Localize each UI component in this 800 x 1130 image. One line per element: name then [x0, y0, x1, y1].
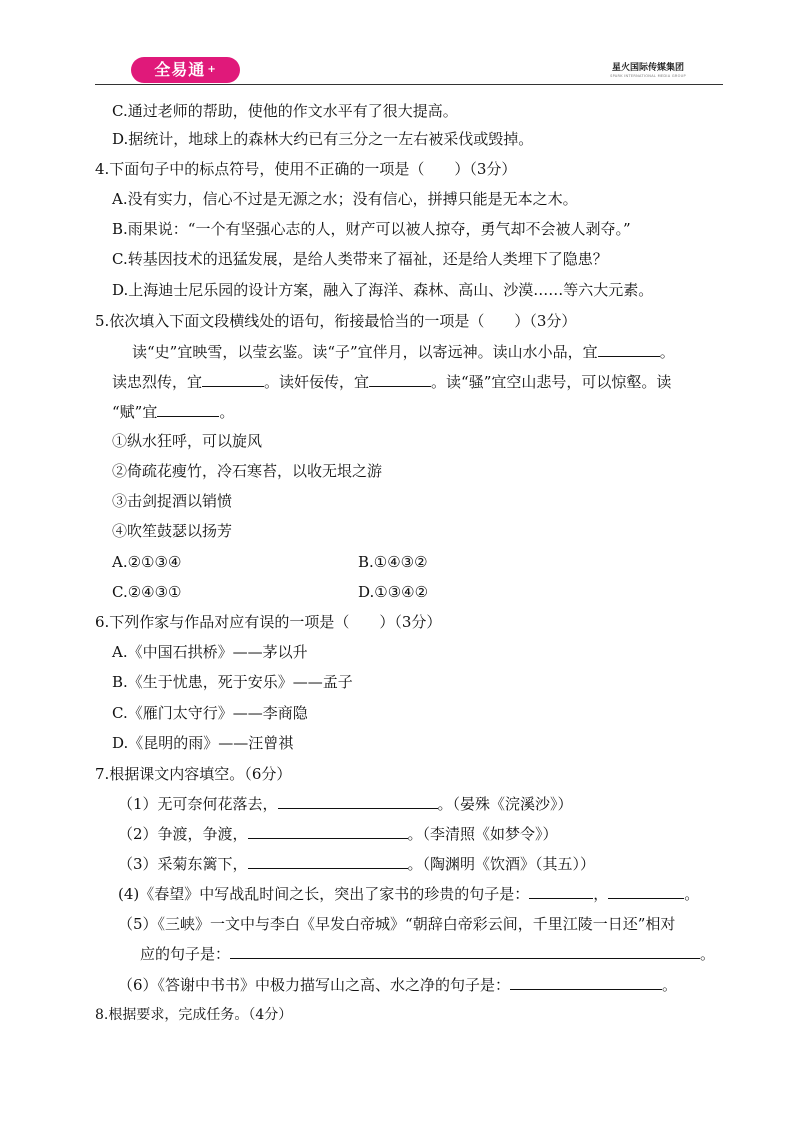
fill-blank	[529, 884, 593, 899]
q5-sentence-3: ③击剑捉酒以销愤	[112, 492, 233, 510]
q5-passage-line1	[132, 342, 675, 362]
passage-text: 。读奸佞传，宜	[264, 373, 370, 391]
fill-blank	[248, 854, 408, 869]
q5-sentence-1: ①纵水狂呼，可以旋风	[112, 432, 263, 450]
question-8: 8.根据要求，完成任务。（4分）	[95, 1007, 293, 1023]
item-text: 。	[662, 976, 678, 994]
passage-text: 。读“骚”宜空山悲号，可以惊壑。读	[431, 373, 672, 391]
fill-blank	[248, 824, 408, 839]
q5-passage-line2	[112, 372, 671, 392]
q6-option-b: B.《生于忧患，死于安乐》——孟子	[112, 673, 353, 691]
question-4: 4.下面句子中的标点符号，使用不正确的一项是（ ）（3分）	[95, 160, 517, 178]
item-text: 。	[684, 885, 700, 903]
item-text: （1）无可奈何花落去，	[118, 795, 278, 813]
fill-blank	[608, 884, 684, 899]
passage-text: “赋”宜	[112, 403, 158, 421]
q7-item-1	[118, 794, 573, 814]
q6-option-a: A.《中国石拱桥》——茅以升	[112, 643, 308, 661]
item-text: （6）《答谢中书书》中极力描写山之高、水之净的句子是：	[118, 976, 511, 994]
q7-item-4	[118, 884, 699, 904]
q5-option-a: A.②①③④	[112, 553, 182, 571]
item-text: （2）争渡，争渡，	[118, 825, 248, 843]
q7-item-5-continued	[140, 944, 715, 964]
question-5: 5.依次填入下面文段横线处的语句，衔接最恰当的一项是（ ）（3分）	[95, 312, 577, 330]
question-7: 7.根据课文内容填空。（6分）	[95, 765, 292, 783]
q7-item-3	[118, 854, 595, 874]
fill-blank	[598, 342, 660, 357]
q5-passage-line3	[112, 402, 234, 422]
q5-option-c: C.②④③①	[112, 583, 182, 601]
option-c: C.通过老师的帮助，使他的作文水平有了很大提高。	[112, 102, 458, 120]
item-text: ，	[593, 885, 609, 903]
item-text: （3）采菊东篱下，	[118, 855, 248, 873]
q4-option-c: C.转基因技术的迅猛发展，是给人类带来了福祉，还是给人类埋下了隐患？	[112, 250, 608, 268]
q4-option-d: D.上海迪士尼乐园的设计方案，融入了海洋、森林、高山、沙漠……等六大元素。	[112, 281, 654, 299]
q5-option-b: B.①④③②	[358, 553, 428, 571]
q4-option-a: A.没有实力，信心不过是无源之水；没有信心，拼搏只能是无本之木。	[112, 190, 578, 208]
q7-item-2	[118, 824, 558, 844]
item-text: (4)《春望》中写战乱时间之长，突出了家书的珍贵的句子是：	[118, 885, 530, 903]
item-text: 。（陶渊明《饮酒》（其五））	[407, 855, 596, 873]
passage-text: 读忠烈传，宜	[112, 373, 203, 391]
q5-option-d: D.①③④②	[358, 583, 429, 601]
q6-option-d: D.《昆明的雨》——汪曾祺	[112, 734, 294, 752]
logo-plus-icon: +	[207, 64, 217, 75]
item-text: 应的句子是：	[140, 945, 231, 963]
item-text: 。（李清照《如梦令》）	[407, 825, 558, 843]
logo-text: 全易通	[154, 60, 206, 79]
question-6: 6.下列作家与作品对应有误的一项是（ ）（3分）	[95, 613, 442, 631]
option-d: D.据统计，地球上的森林大约已有三分之一左右被采伐或毁掉。	[112, 130, 534, 148]
fill-blank	[278, 794, 438, 809]
fill-blank	[369, 372, 431, 387]
q5-sentence-2: ②倚疏花瘦竹，冷石寒苔，以收无垠之游	[112, 462, 383, 480]
q4-option-b: B.雨果说：“一个有坚强心志的人，财产可以被人掠夺，勇气却不会被人剥夺。”	[112, 220, 631, 238]
fill-blank	[510, 975, 662, 990]
page-header	[0, 0, 800, 90]
brand-title: 星火国际传媒集团	[611, 63, 684, 73]
q7-item-6	[118, 975, 677, 995]
fill-blank	[202, 372, 264, 387]
q6-option-c: C.《雁门太守行》——李商隐	[112, 704, 308, 722]
item-text: 。（晏殊《浣溪沙》）	[437, 795, 573, 813]
passage-text: 。	[659, 343, 675, 361]
fill-blank	[230, 944, 700, 959]
fill-blank	[157, 402, 219, 417]
brand-subtitle: SPARK INTERNATIONAL MEDIA GROUP	[610, 74, 686, 78]
header-divider	[95, 84, 723, 85]
q7-item-5: （5）《三峡》一文中与李白《早发白帝城》“朝辞白帝彩云间，千里江陵一日还”相对	[118, 915, 676, 933]
q5-sentence-4: ④吹笙鼓瑟以扬芳	[112, 522, 233, 540]
brand-name	[588, 60, 708, 78]
publisher-logo	[131, 57, 240, 83]
passage-text: 读“史”宜映雪，以莹玄鉴。读“子”宜伴月，以寄远神。读山水小品，宜	[132, 343, 598, 361]
item-text: 。	[700, 945, 716, 963]
passage-text: 。	[219, 403, 235, 421]
